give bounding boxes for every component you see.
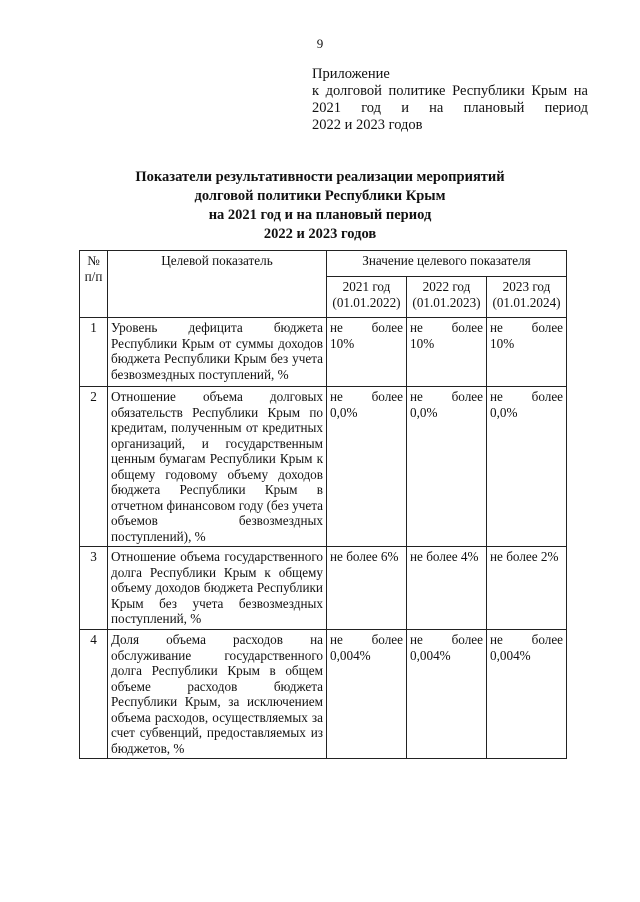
table-row bbox=[80, 630, 567, 759]
row-indicator: Доля объема расходов на обслуживание государственного долга Республики Крым в общем объеме расходов бюджета Республики Крым, за исключением объема расходов, осуществляемых за счет субвенций, предоставляемых из бюджетов, % bbox=[108, 630, 327, 759]
header-indicator: Целевой показатель bbox=[108, 251, 327, 318]
value-number: 0,004% bbox=[490, 647, 531, 663]
value-word: не bbox=[410, 389, 423, 404]
value-word: не bbox=[330, 320, 343, 335]
row-indicator: Уровень дефицита бюджета Республики Крым от суммы доходов бюджета Республики Крым без учета безвозмездных поступлений, % bbox=[108, 318, 327, 387]
title-line-4: 2022 и 2023 годов bbox=[263, 226, 377, 242]
appendix-note bbox=[312, 66, 588, 134]
value-word: не bbox=[330, 389, 343, 404]
table-row bbox=[80, 318, 567, 387]
row-value bbox=[327, 318, 407, 387]
title-line-3: на 2021 год и на плановый период bbox=[208, 207, 432, 223]
value-word: более bbox=[451, 632, 483, 647]
year-date: (01.01.2022) bbox=[332, 294, 401, 310]
row-num: 3 bbox=[80, 547, 108, 630]
row-value bbox=[487, 630, 567, 759]
header-value-group: Значение целевого показателя bbox=[327, 251, 567, 277]
value-number: 0,004% bbox=[330, 647, 371, 663]
indicators-table bbox=[79, 250, 567, 759]
row-indicator: Отношение объема долговых обязательств Республики Крым по кредитам, полученным от кредитных организаций, и государственным ценным бумагам Республики Крым к общему годовому объему доходов бюджета Республики Крым в отчетном финансовом году (без учета объемов безвозмездных поступлений), % bbox=[108, 387, 327, 547]
header-year-2021 bbox=[327, 277, 407, 318]
value-word: не bbox=[490, 320, 503, 335]
row-value bbox=[487, 387, 567, 547]
value-word: не bbox=[410, 632, 423, 647]
year-label: 2021 год bbox=[342, 279, 391, 295]
value-number: 0,004% bbox=[410, 647, 451, 663]
header-year-2023 bbox=[487, 277, 567, 318]
appendix-line-3: 2021 год и на плановый период bbox=[312, 100, 588, 116]
value-number: 10% bbox=[490, 335, 515, 351]
row-value: не более 4% bbox=[407, 547, 487, 630]
value-word: более bbox=[531, 389, 564, 404]
row-value: не более 2% bbox=[487, 547, 567, 630]
document-title bbox=[0, 168, 640, 244]
year-date: (01.01.2023) bbox=[412, 294, 481, 310]
year-label: 2023 год bbox=[502, 279, 551, 295]
page-number: 9 bbox=[316, 36, 324, 51]
value-word: не bbox=[330, 632, 343, 647]
year-label: 2022 год bbox=[422, 279, 471, 295]
value-word: более bbox=[371, 632, 403, 647]
value-word: не bbox=[490, 389, 503, 404]
table-row bbox=[80, 387, 567, 547]
value-word: более bbox=[531, 320, 564, 335]
year-date: (01.01.2024) bbox=[492, 294, 561, 310]
header-num: № п/п bbox=[80, 251, 108, 318]
value-word: более bbox=[531, 632, 564, 647]
row-indicator: Отношение объема государственного долга Республики Крым к общему объему доходов бюджета Республики Крым без учета безвозмездных поступлений, % bbox=[108, 547, 327, 630]
value-number: 10% bbox=[330, 335, 355, 351]
title-line-2: долговой политики Республики Крым bbox=[194, 188, 446, 204]
row-value bbox=[407, 630, 487, 759]
row-num: 2 bbox=[80, 387, 108, 547]
row-value bbox=[327, 387, 407, 547]
appendix-line-1: Приложение bbox=[312, 66, 390, 82]
header-year-2022 bbox=[407, 277, 487, 318]
title-line-1: Показатели результативности реализации мероприятий bbox=[135, 169, 505, 185]
appendix-line-4: 2022 и 2023 годов bbox=[312, 117, 423, 133]
value-number: 0,0% bbox=[410, 404, 438, 420]
value-word: более bbox=[371, 389, 403, 404]
value-number: 0,0% bbox=[490, 404, 518, 420]
appendix-line-2: к долговой политике Республики Крым на bbox=[312, 83, 588, 99]
row-value: не более 6% bbox=[327, 547, 407, 630]
row-value bbox=[407, 387, 487, 547]
value-word: не bbox=[410, 320, 423, 335]
row-num: 1 bbox=[80, 318, 108, 387]
value-word: более bbox=[451, 320, 483, 335]
value-word: более bbox=[451, 389, 483, 404]
table-header-row bbox=[80, 251, 567, 277]
table-row bbox=[80, 547, 567, 630]
value-word: более bbox=[371, 320, 403, 335]
value-number: 10% bbox=[410, 335, 435, 351]
value-number: 0,0% bbox=[330, 404, 358, 420]
value-word: не bbox=[490, 632, 503, 647]
row-value bbox=[327, 630, 407, 759]
row-value bbox=[407, 318, 487, 387]
row-value bbox=[487, 318, 567, 387]
row-num: 4 bbox=[80, 630, 108, 759]
